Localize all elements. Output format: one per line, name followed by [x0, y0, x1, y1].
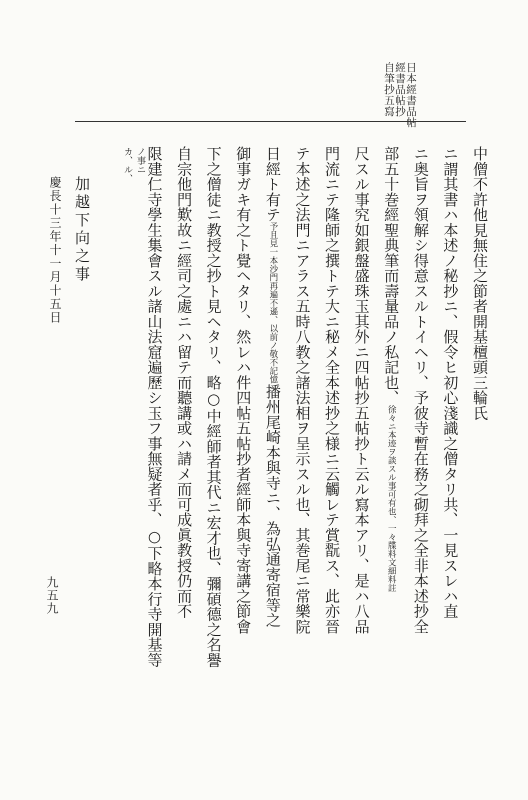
side-note-line: ノ事ニ [135, 147, 145, 174]
inline-note: 予且見一本沙門再遍不遜、以前ノ敬不記憶 [267, 222, 278, 384]
body-line-with-note [257, 146, 287, 668]
body-line: 限建仁寺學生集會スル諸山法窟遍歷シ玉フ事無疑者乎、○下略本行寺開基等 [145, 146, 164, 668]
body-line: ニ奥旨ヲ領解シ得意スルトイヘリ、予彼寺暫在務之砌拜之全非本述抄全 [411, 146, 430, 634]
body-line: 自宗他門歎故ニ經司之處ニハ留テ而聽講或ハ請メ而可成眞教授仍而不 [175, 146, 194, 619]
subject-title: 加越下向之事 [73, 176, 91, 284]
header-title-line: 自筆抄五寫 [383, 62, 395, 117]
header-title-line: 經書品帖抄 [394, 62, 406, 117]
inline-note: 一々牒料文細料註 [386, 524, 397, 593]
date-line: 慶長十三年十一月十五日 [48, 176, 62, 325]
main-body-text [139, 146, 494, 668]
header-rule [75, 121, 466, 122]
body-line-with-note [376, 146, 406, 668]
body-line: 下之僧徒ニ教授之抄ト見ヘタリ、略○中經師者其代ニ宏才也、彌碩德之名譽 [204, 146, 223, 668]
body-line: 中僧不許他見無住之節者開基檀頭三輪氏 [471, 146, 489, 421]
body-line: 尺スル事究如銀盤盛珠玉其外ニ四帖抄五帖抄ト云ル寫本アリ、是ハ八品 [352, 146, 371, 634]
page-number: 九五九 [45, 576, 59, 615]
body-line: ニ謂其書ハ本述ノ秘抄ニ、假令ヒ初心淺識之僧タリ共、一見スレハ直 [441, 146, 460, 619]
header-title [383, 62, 416, 128]
body-line: 門流ニテ隆師之撰トテ大ニ秘メ全本述抄之様ニ云觸レテ賞翫ス、此亦晉 [323, 146, 342, 634]
header-title-line: 日本經書品帖 [405, 62, 417, 128]
body-text: 日經ト有テ [263, 146, 282, 223]
body-text: 播州尾崎本與寺ニ、為弘通寄宿等之 [263, 383, 282, 628]
body-line: テ本述之法門ニアラス五時八教之諸法相ヲ呈示スル也、其巻尾ニ常樂院 [293, 146, 312, 634]
body-text: 部五十巻經聖典筆而壽量品ノ私記也、 [382, 146, 401, 406]
body-line: 御事ガキ有之ト覺ヘタリ、然レハ件四帖五帖抄者經師本與寺寄講之節會 [234, 146, 253, 634]
side-note-line: カ、ル、 [122, 147, 132, 183]
inline-note: 徐々ニ本迹ヲ談スル事可有也、 [386, 405, 397, 525]
side-note [120, 147, 146, 183]
